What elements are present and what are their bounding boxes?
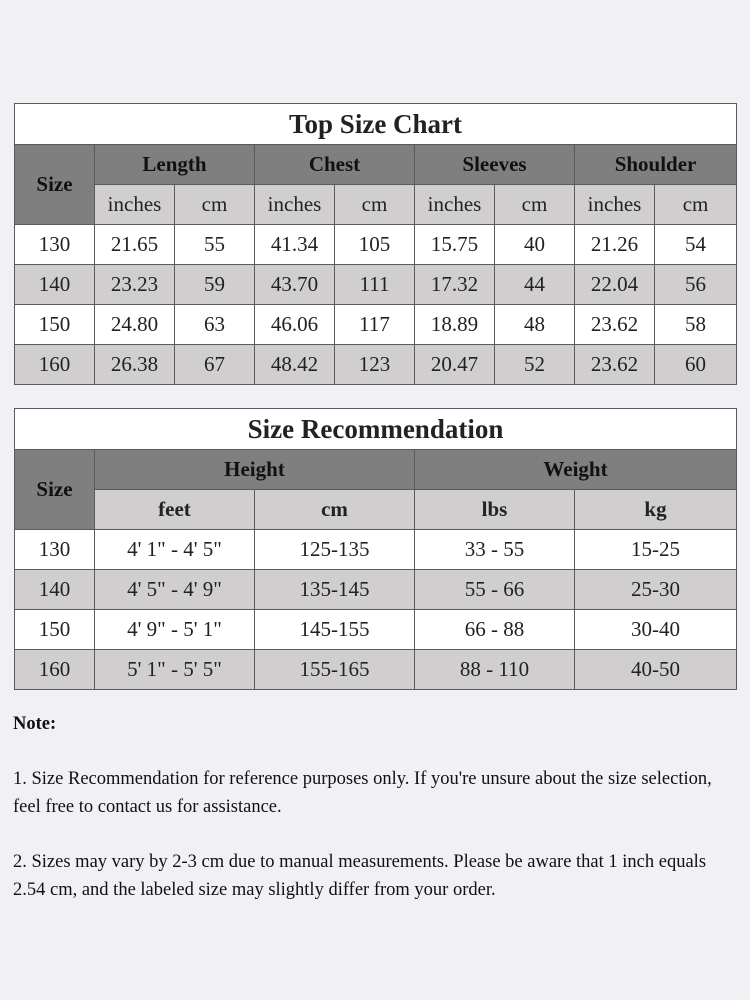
table-cell: 4' 1" - 4' 5" — [95, 530, 255, 570]
table-row — [15, 610, 737, 650]
table-cell: 4' 9" - 5' 1" — [95, 610, 255, 650]
table-cell: 150 — [15, 305, 95, 345]
unit-header: inches — [95, 185, 175, 225]
table-cell: 140 — [15, 570, 95, 610]
note-item: 1. Size Recommendation for reference purposes only. If you're unsure about the size selection, feel free to contact us for assistance. — [13, 769, 712, 817]
height-group-header: Height — [95, 450, 415, 490]
table-cell: 30-40 — [575, 610, 737, 650]
table-cell: 40-50 — [575, 650, 737, 690]
table-cell: 123 — [335, 345, 415, 385]
table-cell: 5' 1" - 5' 5" — [95, 650, 255, 690]
table-cell: 17.32 — [415, 265, 495, 305]
table-cell: 140 — [15, 265, 95, 305]
table-cell: 18.89 — [415, 305, 495, 345]
table-cell: 21.26 — [575, 225, 655, 265]
size-recommendation-table — [14, 408, 737, 690]
table-cell: 48.42 — [255, 345, 335, 385]
unit-header: kg — [575, 490, 737, 530]
table-cell: 25-30 — [575, 570, 737, 610]
shoulder-group-header: Shoulder — [575, 145, 737, 185]
size-column-header: Size — [15, 145, 95, 225]
unit-header: inches — [575, 185, 655, 225]
table-cell: 33 - 55 — [415, 530, 575, 570]
table-row — [15, 570, 737, 610]
table-row — [15, 265, 737, 305]
table-cell: 67 — [175, 345, 255, 385]
notes-section — [13, 710, 733, 931]
table-cell: 63 — [175, 305, 255, 345]
unit-header: inches — [415, 185, 495, 225]
table-cell: 46.06 — [255, 305, 335, 345]
table-row — [15, 305, 737, 345]
top-size-chart-table — [14, 103, 737, 385]
table-cell: 60 — [655, 345, 737, 385]
table-cell: 20.47 — [415, 345, 495, 385]
unit-header: cm — [495, 185, 575, 225]
table-cell: 111 — [335, 265, 415, 305]
unit-header: cm — [255, 490, 415, 530]
unit-header: cm — [655, 185, 737, 225]
table-cell: 41.34 — [255, 225, 335, 265]
table-cell: 160 — [15, 345, 95, 385]
weight-group-header: Weight — [415, 450, 737, 490]
sleeves-group-header: Sleeves — [415, 145, 575, 185]
table-cell: 56 — [655, 265, 737, 305]
table-cell: 22.04 — [575, 265, 655, 305]
note-item: 2. Sizes may vary by 2-3 cm due to manual measurements. Please be aware that 1 inch equals 2.54 cm, and the labeled size may slightly differ from your order. — [13, 852, 707, 900]
table-cell: 23.23 — [95, 265, 175, 305]
table-cell: 125-135 — [255, 530, 415, 570]
table-cell: 4' 5" - 4' 9" — [95, 570, 255, 610]
top-size-chart-title: Top Size Chart — [15, 104, 737, 145]
table-cell: 150 — [15, 610, 95, 650]
table-cell: 15.75 — [415, 225, 495, 265]
chest-group-header: Chest — [255, 145, 415, 185]
table-row — [15, 530, 737, 570]
table-cell: 160 — [15, 650, 95, 690]
unit-header: feet — [95, 490, 255, 530]
table-cell: 135-145 — [255, 570, 415, 610]
table-cell: 43.70 — [255, 265, 335, 305]
table-cell: 105 — [335, 225, 415, 265]
table-cell: 15-25 — [575, 530, 737, 570]
table-cell: 88 - 110 — [415, 650, 575, 690]
table-cell: 40 — [495, 225, 575, 265]
table-row — [15, 650, 737, 690]
unit-header: cm — [335, 185, 415, 225]
table-cell: 21.65 — [95, 225, 175, 265]
table-cell: 54 — [655, 225, 737, 265]
table-cell: 48 — [495, 305, 575, 345]
table-cell: 59 — [175, 265, 255, 305]
table-cell: 44 — [495, 265, 575, 305]
table-cell: 52 — [495, 345, 575, 385]
table-cell: 145-155 — [255, 610, 415, 650]
table-cell: 24.80 — [95, 305, 175, 345]
table-cell: 58 — [655, 305, 737, 345]
table-cell: 26.38 — [95, 345, 175, 385]
table-cell: 23.62 — [575, 345, 655, 385]
length-group-header: Length — [95, 145, 255, 185]
unit-header: cm — [175, 185, 255, 225]
notes-heading: Note: — [13, 714, 57, 734]
table-cell: 66 - 88 — [415, 610, 575, 650]
unit-header: lbs — [415, 490, 575, 530]
table-row — [15, 345, 737, 385]
table-cell: 55 — [175, 225, 255, 265]
table-row — [15, 225, 737, 265]
table-cell: 23.62 — [575, 305, 655, 345]
size-recommendation-title: Size Recommendation — [15, 409, 737, 450]
table-cell: 130 — [15, 530, 95, 570]
size-column-header: Size — [15, 450, 95, 530]
table-cell: 130 — [15, 225, 95, 265]
unit-header: inches — [255, 185, 335, 225]
table-cell: 117 — [335, 305, 415, 345]
table-cell: 155-165 — [255, 650, 415, 690]
table-cell: 55 - 66 — [415, 570, 575, 610]
